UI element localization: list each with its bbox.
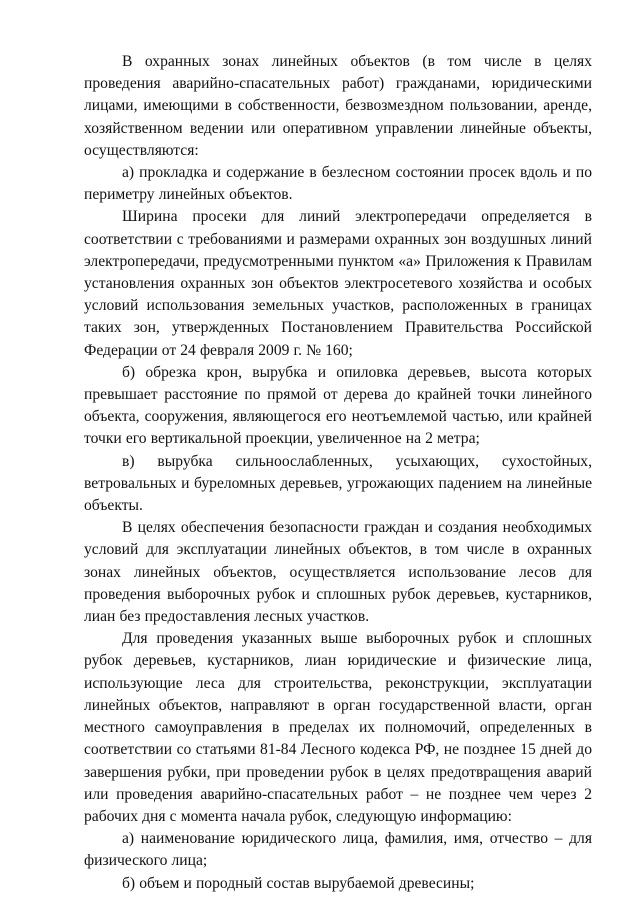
paragraph-clearing-width: Ширина просеки для линий электропередачи определяется в соответствии с требованиями и размерами охранных зон воздушных линий электропередачи, предусмотренными пунктом «а» Приложения к Правилам установления охранных зон объектов электросетевого хозяйства и особых условий использования земельных участков, расположенных в границах таких зон, утвержденных Постановлением Правительства Российской Федерации от 24 февраля 2009 г. № 160; [84,208,592,359]
paragraph-item-v-felling: в) вырубка сильноослабленных, усыхающих, сухостойных, ветровальных и буреломных деревьев, угрожающих падением на линейные объекты. [84,452,592,515]
paragraph-intro: В охранных зонах линейных объектов (в том числе в целях проведения аварийно-спасательных работ) гражданами, юридическими лицами, имеющими в собственности, безвозмездном пользовании, аренде, хозяйственном ведении или оперативном управлении линейные объекты, осуществляются: [84,53,592,159]
paragraph-safety: В целях обеспечения безопасности граждан и создания необходимых условий для эксплуатации линейных объектов, в том числе в охранных зонах линейных объектов, осуществляется использование лесов для проведения выборочных рубок и сплошных рубок деревьев, кустарников, лиан без предоставления лесных участков. [84,519,592,626]
paragraph-info-item-a: а) наименование юридического лица, фамилия, имя, отчество – для физического лица; [84,830,592,870]
document-page [84,51,592,895]
paragraph-item-a-clearing: а) прокладка и содержание в безлесном состоянии просек вдоль и по периметру линейных объектов. [84,164,592,204]
paragraph-notification: Для проведения указанных выше выборочных рубок и сплошных рубок деревьев, кустарников, лиан юридические и физические лица, использующие леса для строительства, реконструкции, эксплуатации линейных объектов, направляют в орган государственной власти, орган местного самоуправления в пределах их полномочий, определенных в соответствии со статьями 81-84 Лесного кодекса РФ, не позднее 15 дней до завершения рубки, при проведении рубок в целях предотвращения аварий или проведения аварийно-спасательных работ – не позднее чем через 2 рабочих дня с момента начала рубок, следующую информацию: [84,630,592,825]
paragraph-item-b-pruning: б) обрезка крон, вырубка и опиловка деревьев, высота которых превышает расстояние по прямой от дерева до крайней точки линейного объекта, сооружения, являющегося его неотъемлемой частью, или крайней точки его вертикальной проекции, увеличенное на 2 метра; [84,363,592,448]
paragraph-info-item-b: б) объем и породный состав вырубаемой древесины; [122,874,475,892]
